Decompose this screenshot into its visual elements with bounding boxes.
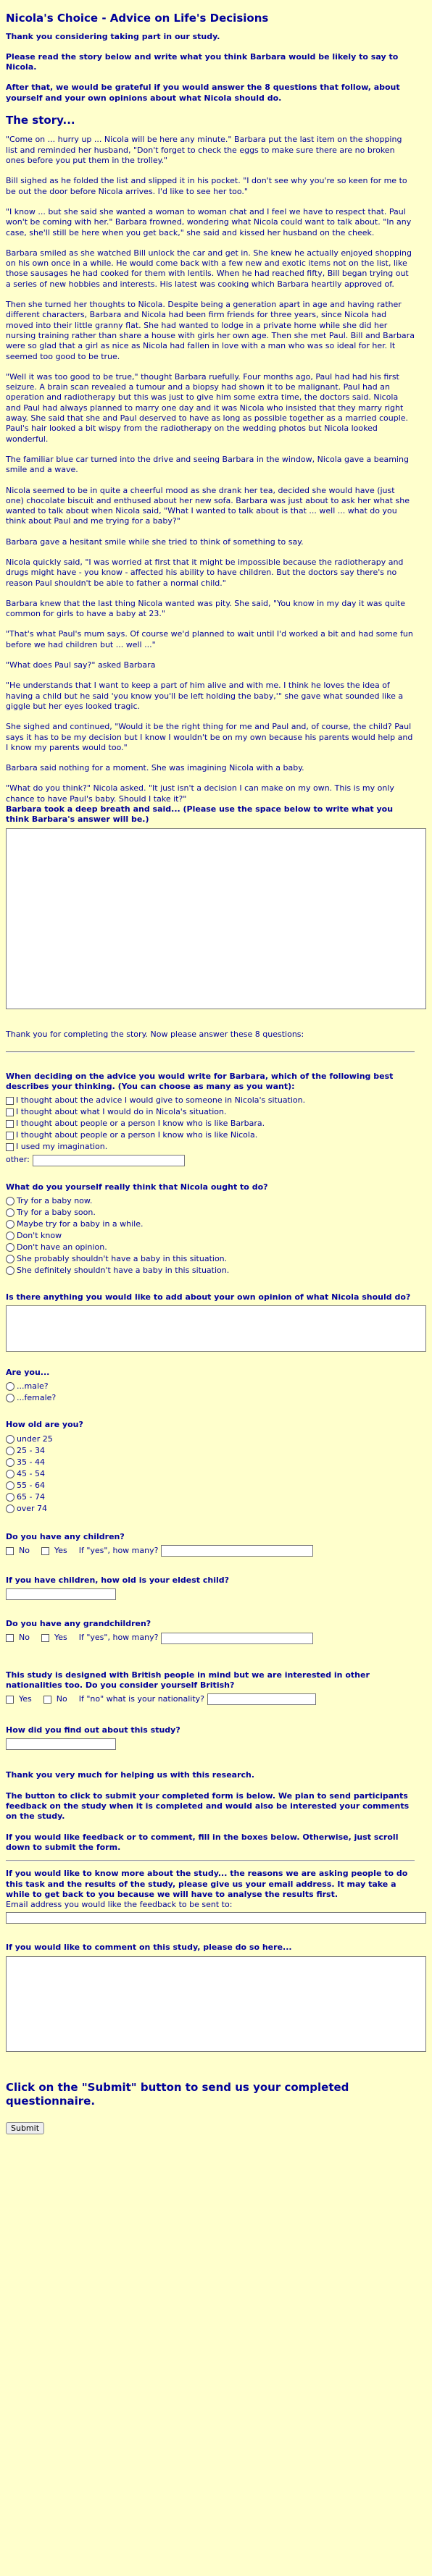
option-label: No [56, 1694, 67, 1704]
option-label: Maybe try for a baby in a while. [17, 1218, 144, 1229]
story-paragraph: Barbara knew that the last thing Nicola wanted was pity. She said, "You know in my day it was quite common for girls to have a baby at 23." [6, 598, 405, 619]
radio-button[interactable] [6, 1504, 14, 1513]
british-yes-checkbox[interactable] [6, 1696, 14, 1704]
radio-button[interactable] [6, 1197, 14, 1205]
story-paragraph: Barbara gave a hesitant smile while she tried to think of something to say. [6, 536, 304, 547]
gender-option[interactable] [6, 1392, 415, 1404]
opinion-textarea[interactable] [6, 1305, 426, 1352]
option-label: Don't have an opinion. [17, 1242, 107, 1252]
story-paragraph: Barbara smiled as she watched Bill unlock the car and get in. She knew he actually enjoyed shopping on his own once in a while. He would come back with a few new and exotic items not on the list, like those sausages he had cooked for them with lentils. When he had reached fifty, Bill began trying out a series of new hobbies and interests. His latest was cooking which Barbara heartily approved of. [6, 248, 412, 289]
comment-label: If you would like to comment on this study, please do so here... [6, 1942, 292, 1953]
story-section [6, 135, 415, 804]
british-no-checkbox[interactable] [43, 1696, 51, 1704]
story-paragraph: Barbara said nothing for a moment. She was imagining Nicola with a baby. [6, 763, 304, 773]
option-label: ...female? [17, 1393, 57, 1403]
option-label: No [19, 1545, 30, 1555]
feedback-section [6, 1869, 415, 1924]
option-label: Try for a baby now. [17, 1195, 93, 1205]
grandchildren-yes-checkbox[interactable] [41, 1634, 49, 1642]
q2-option[interactable] [6, 1265, 415, 1276]
q2-option[interactable] [6, 1195, 415, 1207]
q2-option[interactable] [6, 1218, 415, 1230]
option-label: ...male? [17, 1381, 49, 1392]
option-label: Don't know [17, 1230, 62, 1240]
radio-button[interactable] [6, 1458, 14, 1467]
option-label: under 25 [17, 1434, 53, 1444]
option-label: Yes [19, 1694, 32, 1704]
radio-button[interactable] [6, 1435, 14, 1444]
option-label: Try for a baby soon. [17, 1207, 96, 1217]
q1-option[interactable] [6, 1095, 415, 1107]
question-6 [6, 1532, 415, 1557]
story-paragraph: Bill sighed as he folded the list and slipped it in his pocket. "I don't see why you're so keen for me to be out the door before Nicola arrives. I'd like to see her too." [6, 176, 407, 196]
option-label: She probably shouldn't have a baby in this situation. [17, 1253, 228, 1263]
radio-button[interactable] [6, 1243, 14, 1252]
story-paragraph: "I know ... but she said she wanted a woman to woman chat and I feel we have to respect that. Paul won't be coming with her." Barbara frowned, wondering what Nicola could want to talk about. "In any case, she'll still be here when you get back," she said and kissed her husband on the cheek. [6, 206, 412, 237]
checkbox[interactable] [6, 1143, 14, 1151]
q2-option[interactable] [6, 1230, 415, 1242]
eldest-child-age-input[interactable] [6, 1588, 116, 1600]
option-label: I thought about what I would do in Nicola's situation. [16, 1107, 227, 1117]
q2-option[interactable] [6, 1207, 415, 1218]
option-label: 55 - 64 [17, 1480, 45, 1490]
radio-button[interactable] [6, 1394, 14, 1402]
option-label: Yes [54, 1545, 67, 1555]
q1-option[interactable] [6, 1107, 415, 1119]
checkbox[interactable] [6, 1120, 14, 1128]
question-5-title: How old are you? [6, 1420, 83, 1430]
checkbox[interactable] [6, 1132, 14, 1140]
option-label: Yes [54, 1633, 67, 1643]
option-label: I thought about people or a person I know who is like Barbara. [16, 1119, 265, 1129]
option-label: I thought about people or a person I know who is like Nicola. [16, 1130, 258, 1140]
feedback-info: If you would like to know more about the study... the reasons we are asking people to do this task and the results of the study, please give us your email address. It may take a while to get back to you because we will have to analyse the results first. [6, 1869, 408, 1899]
radio-button[interactable] [6, 1232, 14, 1240]
found-study-input[interactable] [6, 1738, 116, 1750]
age-option[interactable] [6, 1457, 415, 1468]
age-option[interactable] [6, 1491, 415, 1503]
age-option[interactable] [6, 1480, 415, 1491]
thanks-line: Thank you for completing the story. Now please answer these 8 questions: [6, 1029, 304, 1039]
question-7 [6, 1575, 415, 1600]
email-input[interactable] [6, 1912, 426, 1924]
intro-section [6, 32, 415, 104]
option-label: 25 - 34 [17, 1445, 45, 1455]
age-option[interactable] [6, 1445, 415, 1457]
story-paragraph: Then she turned her thoughts to Nicola. Despite being a generation apart in age and having rather different characters, Barbara and Nicola had been firm friends for three years, since Nicola had moved into their little granny flat. She had wanted to lodge in a private home while she did her nursing training rather than share a house with girls her own age. Then she met Paul. Bill and Barbara were so glad that a girl as nice as Nicola had fallen in love with a man who was so ideal for her. It seemed too good to be true. [6, 300, 415, 361]
age-option[interactable] [6, 1434, 415, 1445]
question-1 [6, 1072, 415, 1166]
radio-button[interactable] [6, 1208, 14, 1217]
closing-text: If you would like feedback or to comment, fill in the boxes below. Otherwise, just scroll down to submit the form. [6, 1832, 399, 1852]
radio-button[interactable] [6, 1447, 14, 1455]
radio-button[interactable] [6, 1481, 14, 1490]
q2-option[interactable] [6, 1242, 415, 1253]
option-label: 45 - 54 [17, 1468, 45, 1478]
option-label: She definitely shouldn't have a baby in this situation. [17, 1265, 230, 1275]
comment-textarea[interactable] [6, 1956, 426, 2052]
question-5 [6, 1420, 415, 1514]
story-paragraph: "What do you think?" Nicola asked. "It just isn't a decision I can make on my own. This is my only chance to have Paul's baby. Should I take it?" [6, 783, 394, 804]
how-many-label: If "yes", how many? [78, 1545, 159, 1555]
barbara-answer-textarea[interactable] [6, 828, 426, 1009]
question-2-title: What do you yourself really think that Nicola ought to do? [6, 1182, 268, 1192]
option-label: over 74 [17, 1503, 48, 1513]
question-3-title: Is there anything you would like to add about your own opinion of what Nicola should do? [6, 1292, 411, 1302]
intro-text: Please read the story below and write what you think Barbara would be likely to say to Nicola. [6, 51, 399, 72]
story-paragraph: "Come on ... hurry up ... Nicola will be here any minute." Barbara put the last item on the shopping list and reminded her husband, "Don't forget to check the eggs to make sure there are no broken ones before you put them in the trolley." [6, 135, 402, 166]
nationality-label: If "no" what is your nationality? [78, 1694, 204, 1704]
submit-button[interactable]: Submit [6, 2122, 44, 2134]
age-option[interactable] [6, 1468, 415, 1480]
closing-section [6, 1770, 415, 1853]
checkbox[interactable] [6, 1097, 14, 1105]
option-label: 35 - 44 [17, 1457, 45, 1467]
question-6-title: Do you have any children? [6, 1531, 125, 1541]
children-count-input[interactable] [161, 1545, 313, 1557]
intro-text: After that, we would be grateful if you would answer the 8 questions that follow, about yourself and your own opinions about what Nicola should do. [6, 83, 400, 103]
story-paragraph: Nicola seemed to be in quite a cheerful mood as she drank her tea, decided she would have (just one) chocolate biscuit and enthused about her new sofa. Barbara was just about to ask her what she wanted to talk about when Nicola said, "What I wanted to talk about is that ... well ... what do you think about Paul and me trying for a baby?" [6, 485, 410, 526]
question-8 [6, 1619, 415, 1643]
question-2 [6, 1182, 415, 1276]
option-label: No [19, 1633, 30, 1643]
q1-option[interactable] [6, 1130, 415, 1142]
intro-text: Thank you considering taking part in our study. [6, 31, 220, 41]
question-3 [6, 1292, 415, 1352]
age-option[interactable] [6, 1503, 415, 1515]
radio-button[interactable] [6, 1382, 14, 1391]
found-question-title: How did you find out about this study? [6, 1725, 180, 1735]
story-paragraph: She sighed and continued, "Would it be the right thing for me and Paul and, of course, the child? Paul says it has to be my decision but I know I wouldn't be on my own because his parents would help and I know my parents would too." [6, 722, 413, 752]
other-label: other: [6, 1155, 30, 1165]
question-1-title: When deciding on the advice you would write for Barbara, which of the following best describes your thinking. (You can choose as many as you want): [6, 1071, 394, 1092]
story-paragraph: "Well it was too good to be true," thought Barbara ruefully. Four months ago, Paul had had his first seizure. A brain scan revealed a tumour and a biopsy had shown it to be malignant. Paul had an operation and radiotherapy but this was just to give him some extra time, the doctors said. Nicola and Paul had always planned to marry one day and it was Nicola who insisted that they marry right away. She said that she and Paul deserved to have as long as possible together as a married couple. Paul's hair looked a bit wispy from the radiotherapy on the wedding photos but Nicola looked wonderful. [6, 371, 409, 444]
q2-option[interactable] [6, 1253, 415, 1265]
divider [6, 1051, 415, 1053]
barbara-answer-prompt: Barbara took a deep breath and said... (Please use the space below to write what you think Barbara's answer will be.) [6, 804, 394, 825]
radio-button[interactable] [6, 1470, 14, 1478]
checkbox[interactable] [6, 1108, 14, 1116]
found-question [6, 1725, 415, 1750]
grandchildren-count-input[interactable] [161, 1633, 313, 1644]
radio-button[interactable] [6, 1266, 14, 1275]
q1-option[interactable] [6, 1119, 415, 1130]
closing-text: Thank you very much for helping us with this research. [6, 1770, 255, 1780]
question-7-title: If you have children, how old is your eldest child? [6, 1575, 230, 1585]
nationality-input[interactable] [207, 1693, 316, 1705]
radio-button[interactable] [6, 1255, 14, 1263]
story-paragraph: "What does Paul say?" asked Barbara [6, 660, 156, 670]
british-question-title: This study is designed with British people in mind but we are interested in other nationalities too. Do you consider yourself British? [6, 1670, 370, 1690]
other-input[interactable] [33, 1155, 185, 1166]
children-yes-checkbox[interactable] [41, 1547, 49, 1555]
submit-heading: Click on the "Submit" button to send us your completed questionnaire. [6, 2080, 349, 2108]
closing-text: The button to click to submit your completed form is below. We plan to send participants feedback on the study when it is completed and would also be interested your comments on the study. [6, 1790, 410, 1822]
question-8-title: Do you have any grandchildren? [6, 1619, 151, 1629]
page-title: Nicola's Choice - Advice on Life's Decisions [6, 12, 269, 25]
story-paragraph: "That's what Paul's mum says. Of course we'd planned to wait until I'd worked a bit and had some fun before we had children but ... well ..." [6, 629, 413, 649]
british-question [6, 1670, 415, 1706]
option-label: I thought about the advice I would give to someone in Nicola's situation. [16, 1095, 306, 1106]
story-paragraph: The familiar blue car turned into the drive and seeing Barbara in the window, Nicola gave a beaming smile and a wave. [6, 454, 409, 475]
gender-option[interactable] [6, 1381, 415, 1392]
story-paragraph: Nicola quickly said, "I was worried at first that it might be impossible because the radiotherapy and drugs might have - you know - affected his ability to have children. But the doctors say there's no reason Paul shouldn't be able to father a normal child." [6, 557, 404, 588]
email-label: Email address you would like the feedback to be sent to: [6, 1900, 233, 1910]
radio-button[interactable] [6, 1493, 14, 1502]
question-4 [6, 1368, 415, 1404]
radio-button[interactable] [6, 1220, 14, 1229]
divider [6, 1860, 415, 1861]
story-paragraph: "He understands that I want to keep a part of him alive and with me. I think he loves the idea of having a child but he said 'you know you'll be left holding the baby,'" she gave what sounded like a giggle but her eyes looked tragic. [6, 681, 404, 711]
q1-option[interactable] [6, 1142, 415, 1153]
comment-section [6, 1942, 415, 2051]
story-heading: The story... [6, 113, 75, 127]
option-label: 65 - 74 [17, 1491, 45, 1502]
option-label: I used my imagination. [16, 1142, 108, 1152]
question-4-title: Are you... [6, 1368, 50, 1378]
children-no-checkbox[interactable] [6, 1547, 14, 1555]
grandchildren-no-checkbox[interactable] [6, 1634, 14, 1642]
how-many-label: If "yes", how many? [78, 1633, 159, 1643]
